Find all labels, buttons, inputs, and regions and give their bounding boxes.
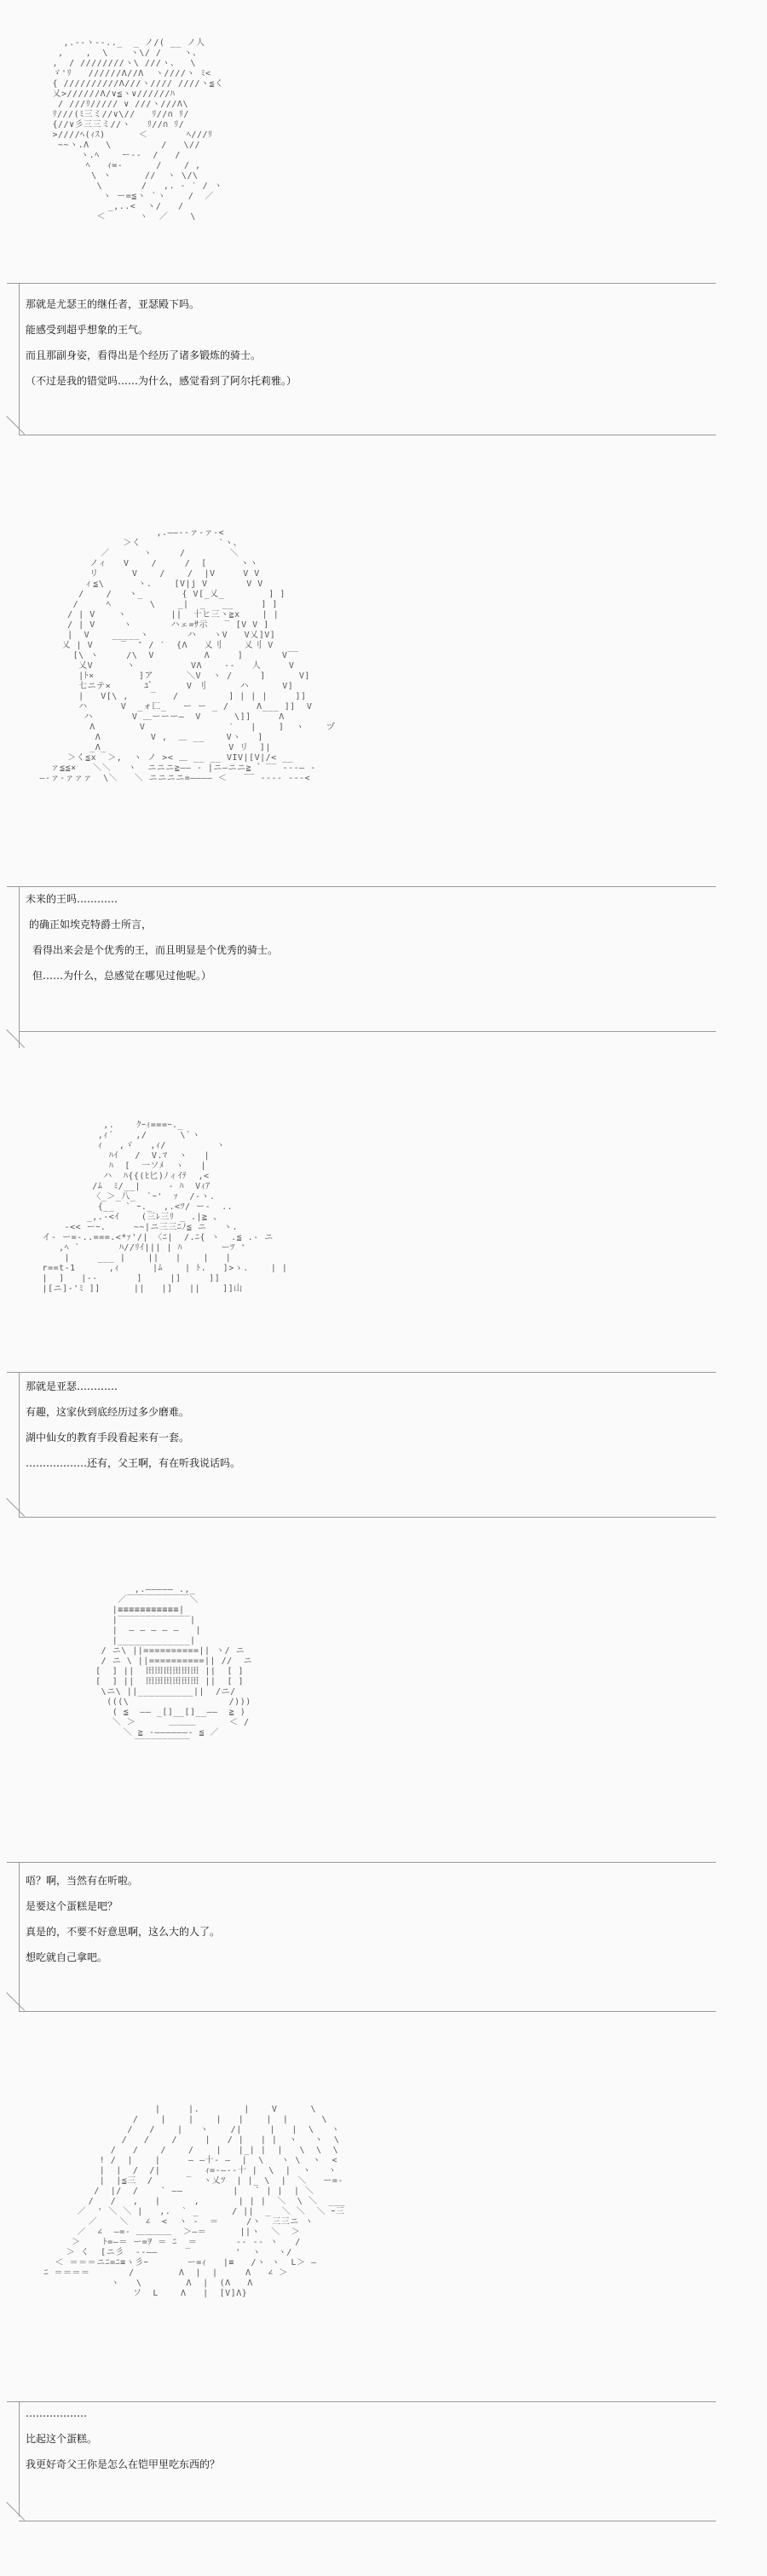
frame-corner-tick (7, 1992, 26, 2011)
frame-bottom-border (19, 1031, 716, 1032)
frame-corner-tick (7, 1498, 26, 1517)
dialogue-line: 看得出来会是个优秀的王，而且明显是个优秀的骑士。 (32, 944, 279, 956)
dialogue-text (26, 298, 297, 401)
frame-top-border (7, 283, 716, 284)
dialogue-line: 想吃就自己拿吧。 (26, 1951, 108, 1963)
dialogue-line: 能感受到超乎想象的王气。 (26, 324, 149, 336)
dialogue-line: 那就是尤瑟王的继任者，亚瑟殿下吗。 (26, 298, 200, 310)
dialogue-line: ……………… (26, 2407, 87, 2419)
ascii-art-figure: ,.-‐ヽ‐-.._ _ ノ/( __ ノ人 , , \ ヽ\/ / ヽ、 , / ////////ヽ\ ///ヽ、 \ ゞ'ﾘ //////Λ//Λ ヽ////ヽ ﾐ< { //////////Λ///ヽ//// ////ヽ≦く 乂>//////Λ/∨≦ヽ∨//////ﾊ / ///ﾘ///// ∨ ///ヽ///Λ\ ﾘ///(ﾐ三ミ//∨\// ﾘ//∩ ﾘ/ {//∨彡三三ミ//ヽ ﾘ//∩ ﾘ/ >////ﾍ(ｨｽ) ＜ ﾍ///ﾘ ~~ヽ.Λ \ / \// ヽ.ﾍ ー‐- / / ﾍ ｨ=- / / , \ ヽ // ヽ \/\ \ / ,. ‐ ′ / ヽ ヽ ー=≦ヽ `ヽ / ／ _,..< ヽ/ / ＜ ヽ ／ \ (52, 38, 224, 222)
ascii-art-figure: ,.――-‐ァ-ァ‐< ＞く `ヽ、 ／ ヽ / ＼ ノィ V / / [ ヽヽ リ V / / |V V V ィ≦\ ヽ. [V|j V V V / / ヽ_ { V[_乂_ ] ] / ﾍ \ _| _ __ ] ] / | V ヽ || 十ヒ三ヽ≧x | | / | V ヽ ハェ=ｻ示 ‾ [V V ] | V _____ヽ ハ ヽV V乂]V] 乂 | V ‾ ″ / ′ {Λ 乂刂 乂刂 V [\ ヽ /\ V Λ ] V‾‾ 乂V ヽ VΛ -- 人 V |ﾄ× ]ア ＼V ヽ / ] V] 七ニテ× ﾕﾞ V 刂 ハ V] | V[\ , ‾ / ] | | | ]] ハ V _ォ匚_ ー ー _ / Λ___ ]] V ハ V ＿ーーー― V \]] Λ Λ V ′ | ] ヽ ヅ Λ V , ＿ __ Vヽ ] _Λ_ V リ ]| ＞く≦x ＞, ヽ ノ >< ＿ __ __ VIV|[V|/< __ ァ≦≦× ＼＼ ヽ ニニニ≧―― ‐ |ニ―ニニ≧ ゛‾‾ ‐‐-― ‐ ―‐ァ‐ァァァ \＼ ＼ ニニニニ=―――― ＜ ‾‾ ‐‐-‐ ‐‐-< (39, 528, 336, 783)
frame-top-border (7, 886, 716, 887)
dialogue-line: 但……为什么，总感觉在哪见过他呢。） (32, 970, 212, 982)
dialogue-text (26, 1875, 220, 1977)
dialogue-line: 湖中仙女的教育手段看起来有一套。 (26, 1432, 190, 1444)
panel-1 (0, 0, 767, 443)
dialogue-line: 未来的王吗………… (26, 893, 118, 905)
dialogue-line: 的确正如埃克特爵士所言， (29, 919, 153, 931)
dialogue-line: 比起这个蛋糕。 (26, 2433, 98, 2445)
dialogue-text (26, 2407, 220, 2484)
frame-left-border (19, 2401, 20, 2516)
frame-left-border (19, 283, 20, 435)
frame-top-border (7, 2401, 716, 2402)
frame-left-border (19, 1372, 20, 1517)
frame-left-border (19, 886, 20, 1048)
dialogue-line: （不过是我的错觉吗……为什么，感觉看到了阿尔托莉雅。） (26, 375, 297, 387)
frame-corner-tick (7, 416, 26, 435)
panel-2 (0, 443, 767, 1040)
dialogue-text (26, 1380, 240, 1483)
dialogue-line: 我更好奇父王你是怎么在铠甲里吃东西的？ (26, 2458, 221, 2470)
frame-left-border (19, 1862, 20, 2011)
panel-3 (0, 1040, 767, 1534)
dialogue-line: 真是的，不要不好意思啊，这么大的人了。 (26, 1926, 221, 1938)
frame-top-border (7, 1372, 716, 1373)
frame-corner-tick (7, 2502, 26, 2521)
frame-bottom-border (19, 2011, 716, 2012)
dialogue-line: 是要这个蛋糕是吧？ (26, 1900, 118, 1912)
panel-4 (0, 1534, 767, 2028)
ascii-art-figure: | |. | V \ / | | | | | | \ / / | ヽ /| | | \ ヽ / / / | / | | | ヽ ヽ \ / / / / | |_| | | \ \ \ ! / | | ― ―十‐ ― | \ ヽ \ ヽ < | | / /| ｨ=‐―‐‐十 | \ | ヽ ヽ | |≦三 / ‾ ヽ乂ﾂ | |_ \ | ＼ ー=- / |/ / ` ―― | ` | | | ＼ / / , | , | | | ＼ \ ＼ ___ ／ ' ＼ ＼ | ,. ` _ / || _ ＼ ＼ ＼ ｰ三 ／ ＼ ∠ < ヽ ‐ ＝ /ヽ 三三ニ ヽ ／ ∠ ―=‐ ＿＿＿＿ ＞―＝ ||ヽ ＼ ＞ ＞ ﾄ=―＝ ー=ｦ ＝ ﾆ ＝ ‐‐ ‐‐ ヽ / ＞ く [ニ彡 ‐‐―― ‾ ' ヽ ヽ/ ＜ ＝＝＝ニﾆ=ﾆ≡ヽ彡ｰ ー=ｨ |≡ /ヽ ヽ L＞ ― ﾆ ＝＝＝＝ / Λ | | Λ ∠ ＞ ヽ \ Λ | (Λ Λ ソ L Λ | [V]Λ} (43, 2105, 346, 2298)
frame-bottom-border (19, 1517, 716, 1518)
panel-5 (0, 2028, 767, 2576)
ascii-art-figure: ,.――――― .,_ ／￣￣￣￣￣￣￣＼ |≡≡≡≡≡≡≡≡≡≡≡| |‾‾‾‾‾‾‾‾‾‾‾‾‾| | ― ― ― ― ― | |_____________| / ニ\ ||==========|| ヽ/ ニ / ニ \ ||==========|| // ニ [ ] || 田田田田田田 || [ ] [ ] || 田田田田田田 || [ ] \ニ\ ||__________|| /ニ/ (((\ /))) ( ≦ ―― _[]__[]__―― ≧ ) ＼ ＞ ＿＿＿ ＜ / ＼ ≧ ‐――――――‐ ≦ ／ ‾‾‾‾‾‾‾‾‾‾ (95, 1585, 253, 1748)
ascii-art-figure: ,. ｸｰｨ===ｰ._ ,ｨ´ ,/ \`ヽ ｨ ,ゞ ,ｨ/ ヽ ﾊｲ / V.ﾏ ヽ | ﾊ [ 一ソﾒ ヽ | ハ ﾊ{{(ﾋ匕)ﾉィｲﾃ ,< /ﾑ ﾐ/__| - ﾊ Vｨｱ 〈_＞_八_ `ｰ' ｧ /‐ヽ. {__ ` ｰ._ ,.<ﾂ/ ー‐ .. _,.‐<ｲ (三ﾚ三ﾘ _ .|≧ 、 ‐<< ーｰ. ~~|ニ三三ﾆﾉ≦ ニ ヽ. イ‐ ー=‐..===.<*ｧ'/| 〈ﾆ| /.ﾆ{ ヽ .≦ .‐ ニ ,ﾍ ` ﾊ//ﾘｲ||| | ﾊ ーﾂ ' | ___ | || | | | r==t-1 ,ｨ |ﾑ | ﾄ. ]>ゝ. | | | ] |-‐ ] |] ]] |[ニ]‐'ﾐ ]] || |] || ]]山 (42, 1121, 288, 1294)
dialogue-text (26, 893, 278, 995)
dialogue-line: ………………还有，父王啊，有在听我说话吗。 (26, 1457, 241, 1469)
dialogue-line: 唔？啊，当然有在听啦。 (26, 1875, 139, 1887)
dialogue-line: 那就是亚瑟………… (26, 1380, 118, 1392)
dialogue-line: 有趣，这家伙到底经历过多少磨难。 (26, 1406, 190, 1418)
dialogue-line: 而且那副身姿，看得出是个经历了诸多锻炼的骑士。 (26, 349, 262, 361)
frame-top-border (7, 1862, 716, 1863)
